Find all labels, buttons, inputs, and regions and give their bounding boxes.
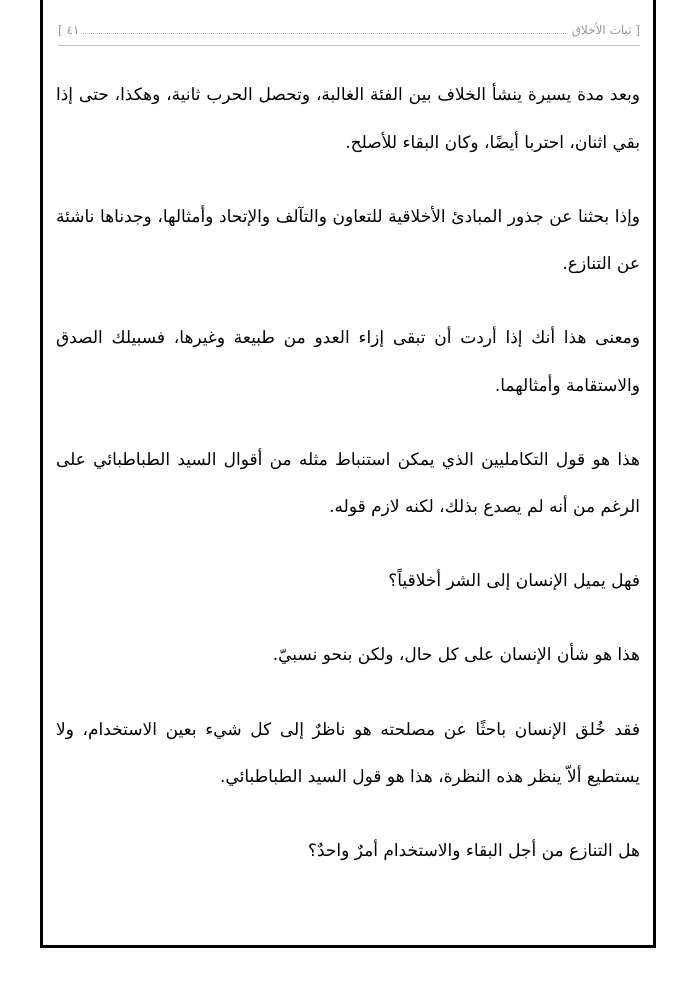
paragraph: فهل يميل الإنسان إلى الشر أخلاقياً؟ — [388, 571, 640, 592]
header-page-number: ٤١ ] — [58, 23, 80, 37]
paragraph: هل التنازع من أجل البقاء والاستخدام أمرٌ واحدٌ؟ — [307, 841, 640, 862]
header-book-title: [ ثبات الأخلاق — [571, 23, 640, 37]
header-dot-leader — [83, 33, 567, 34]
running-header — [58, 18, 640, 42]
paragraph: هذا هو قول التكامليين الذي يمكن استنباط مثله من أقوال السيد الطباطبائي على الرغم من أنه لم يصدع بذلك، لكنه لازم قوله. — [56, 449, 640, 518]
paragraph: وبعد مدة يسيرة ينشأ الخلاف بين الفئة الغالبة، وتحصل الحرب ثانية، وهكذا، حتى إذا بقي اثنان، احتربا أيضًا، وكان البقاء للأصلح. — [56, 85, 640, 153]
body-text — [56, 72, 640, 902]
paragraph: فقد خُلق الإنسان باحثًا عن مصلحته هو ناظرٌ إلى كل شيء بعين الاستخدام، ولا يستطيع ألاّ ينظر هذه النظرة، هذا هو قول السيد الطباطبائي. — [56, 719, 640, 788]
header-rule — [58, 45, 640, 46]
paragraph: ومعنى هذا أنك إذا أردت أن تبقى إزاء العدو من طبيعة وغيرها، فسبيلك الصدق والاستقامة وأمثالهما. — [56, 328, 640, 396]
paragraph: هذا هو شأن الإنسان على كل حال، ولكن بنحو نسبيّ. — [272, 645, 640, 666]
paragraph: وإذا بحثنا عن جذور المبادئ الأخلاقية للتعاون والتآلف والإتحاد وأمثالها، وجدناها ناشئة عن التنازع. — [56, 206, 640, 275]
